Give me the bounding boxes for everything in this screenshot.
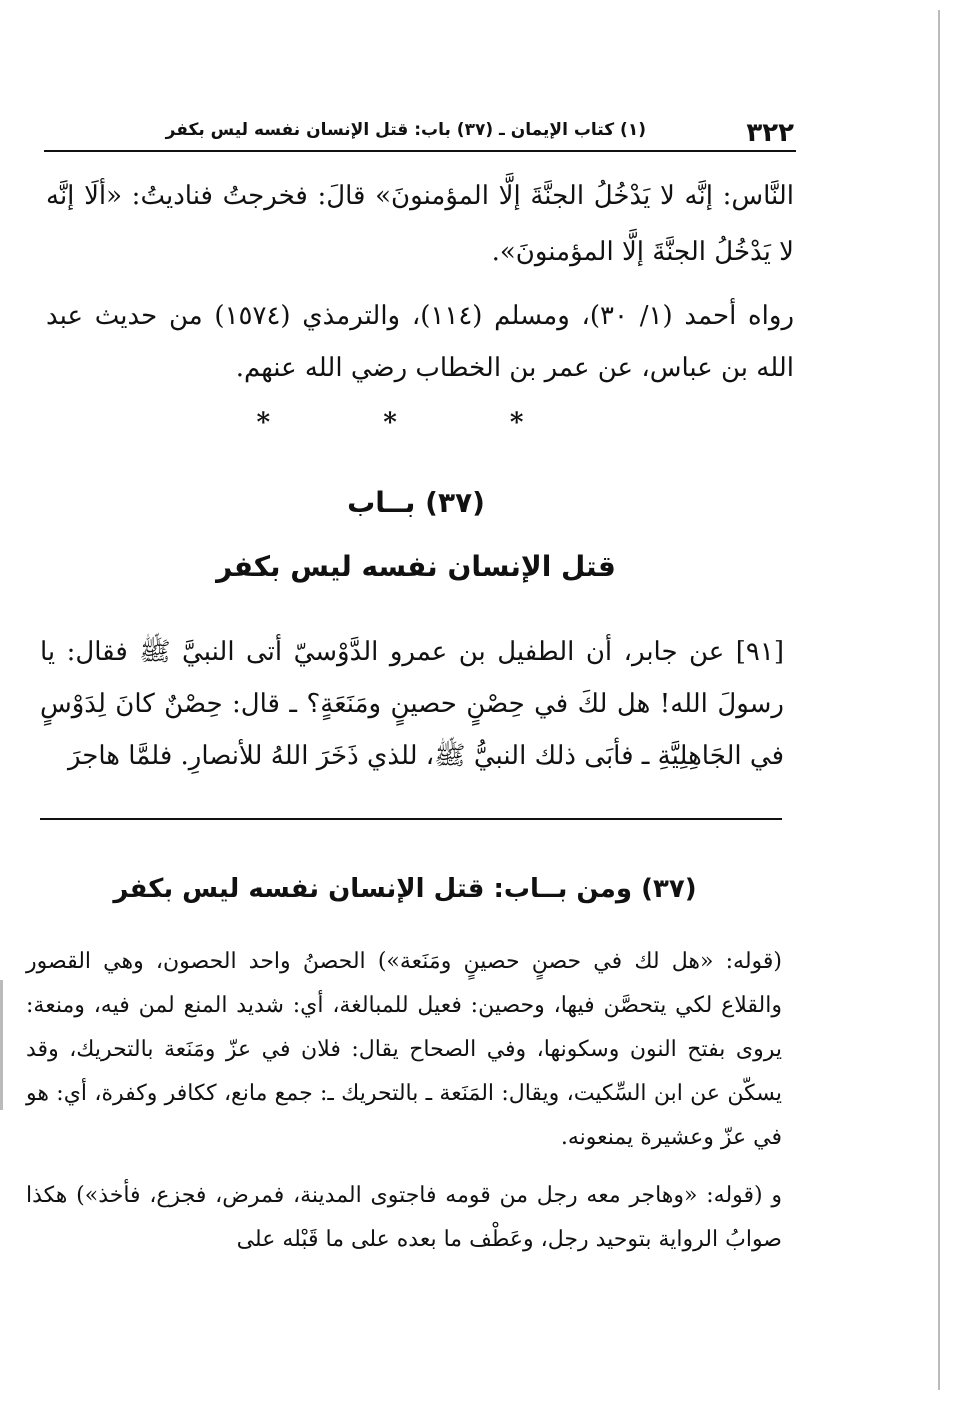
citation-paragraph: رواه أحمد (١/ ٣٠)، ومسلم (١١٤)، والترمذي (١٥٧٤) من حديث عبد الله بن عباس، عن عمر بن الخطاب رضي الله عنهم. — [46, 301, 794, 383]
hadith-text: [٩١] عن جابر، أن الطفيل بن عمرو الدَّوْسيّ أتى النبيَّ ﷺ فقال: يا رسولَ الله! هل لكَ في حِصْنٍ حصينٍ ومَنَعَةٍ؟ ـ قال: حِصْنٌ كانَ لِدَوْسٍ في الجَاهِلِيَّةِ ـ فأبَى ذلك النبيُّ ﷺ، للذي ذَخَرَ اللهُ للأنصارِ. فلمَّا هاجرَ — [40, 637, 784, 771]
footnote-divider — [40, 818, 782, 820]
commentary-heading: (٣٧) ومن بــاب: قتل الإنسان نفسه ليس بكفر — [113, 874, 697, 904]
running-header — [44, 114, 796, 152]
scan-edge-line — [0, 980, 3, 1110]
scan-edge-line — [938, 10, 940, 1390]
page-number: ٣٢٢ — [746, 118, 794, 148]
main-text — [46, 168, 794, 394]
commentary-paragraph: (قوله: «هل لك في حصنٍ حصينٍ ومَنَعة») الحصنُ واحد الحصون، وهي القصور والقلاع لكي يتحصَّن فيها، وحصين: فعيل للمبالغة، أي: شديد المنع لمن فيه، ومنعة: يروى بفتح النون وسكونها، وفي الصحاح يقال: فلان في عزّ ومَنَعة بالتحريك، وقد يسكّن عن ابن السِّكيت، ويقال: المَنَعة ـ بالتحريك ـ: جمع مانع، ككافر وكفرة، أي: هو في عزّ وعشيرة يمنعونه. — [26, 949, 782, 1150]
commentary-paragraph: و (قوله: «وهاجر معه رجل من قومه فاجتوى المدينة، فمرض، فجزع، فأخذ») هكذا صوابُ الرواية بتوحيد رجل، وعَطْف ما بعده على ما قَبْله على — [26, 1183, 782, 1252]
main-paragraph: النَّاس: إنَّه لا يَدْخُلُ الجنَّةَ إلَّا المؤمنونَ» قالَ: فخرجتُ فناديتُ: «ألَا إنَّه لا يَدْخُلُ الجنَّةَ إلَّا المؤمنونَ». — [46, 181, 794, 267]
chapter-heading: (٣٧) بــاب — [347, 486, 485, 519]
commentary-text — [26, 940, 782, 1262]
section-separator-stars: * * * — [256, 408, 576, 438]
chapter-subtitle: قتل الإنسان نفسه ليس بكفر — [216, 550, 616, 583]
running-title: (١) كتاب الإيمان ـ (٣٧) باب: قتل الإنسان نفسه ليس بكفر — [165, 120, 646, 140]
